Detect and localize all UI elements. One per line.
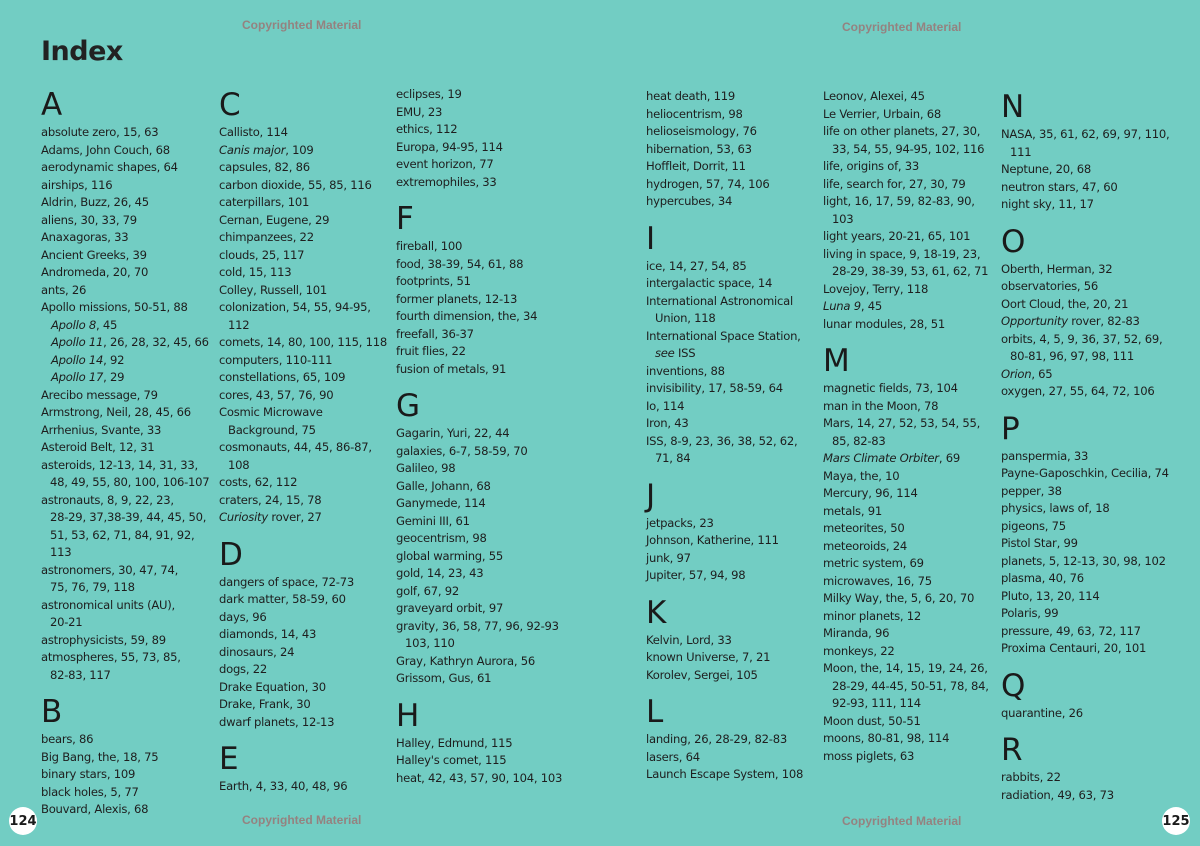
index-entry: Neptune, 20, 68 (1001, 162, 1092, 176)
index-entry: extremophiles, 33 (396, 174, 497, 189)
index-entry: constellations, 65, 109 (219, 370, 346, 384)
index-entry: landing, 26, 28-29, 82-83 (646, 732, 787, 746)
index-entry: fireball, 100 (396, 239, 463, 253)
index-entry: moss piglets, 63 (823, 748, 915, 763)
index-entry: meteoroids, 24 (823, 538, 908, 553)
index-entry: light years, 20-21, 65, 101 (823, 229, 971, 243)
index-entry: days, 96 (219, 609, 267, 624)
index-entry: lasers, 64 (646, 749, 700, 764)
section-letter: P (1001, 410, 1019, 447)
index-entry: dwarf planets, 12-13 (219, 714, 335, 729)
index-entry: pigeons, 75 (1001, 518, 1066, 533)
section-letter: E (219, 741, 238, 777)
index-entry: Galle, Johann, 68 (396, 478, 491, 493)
index-entry: life on other planets, 27, 30, 33, 54, 55, 94-95, 102, 116 (823, 124, 985, 156)
section-letter: G (396, 388, 420, 424)
index-entry: Opportunity rover, 82-83 (1001, 314, 1140, 328)
index-entry: Jupiter, 57, 94, 98 (646, 568, 746, 582)
index-section-n (1001, 88, 1173, 214)
index-entry: freefall, 36-37 (396, 326, 474, 341)
index-entry: heat death, 119 (646, 89, 736, 103)
index-column-2 (219, 86, 391, 805)
index-entry: binary stars, 109 (41, 767, 136, 781)
index-entry: light, 16, 17, 59, 82-83, 90, 103 (823, 194, 975, 226)
index-section-j (646, 477, 818, 585)
index-entry: cores, 43, 57, 76, 90 (219, 387, 334, 402)
index-entry: Hoffleit, Dorrit, 11 (646, 159, 746, 173)
index-entry: Korolev, Sergei, 105 (646, 667, 758, 682)
index-entry: diamonds, 14, 43 (219, 627, 317, 641)
index-entry: comets, 14, 80, 100, 115, 118 (219, 335, 387, 349)
index-entry: dangers of space, 72-73 (219, 574, 354, 589)
index-entry: Canis major, 109 (219, 142, 314, 157)
index-entry: man in the Moon, 78 (823, 398, 939, 413)
index-section-p (1001, 410, 1173, 658)
index-entry: monkeys, 22 (823, 643, 895, 658)
index-entry: Curiosity rover, 27 (219, 510, 322, 524)
index-entry: absolute zero, 15, 63 (41, 125, 159, 139)
index-entry: panspermia, 33 (1001, 448, 1089, 463)
section-letter: M (823, 343, 849, 379)
index-entry: Mars, 14, 27, 52, 53, 54, 55, 85, 82-83 (823, 416, 981, 448)
index-section-g (396, 387, 568, 688)
index-continuation (823, 88, 995, 333)
index-entry: ice, 14, 27, 54, 85 (646, 258, 747, 273)
index-entry: footprints, 51 (396, 274, 471, 288)
index-section-m (823, 342, 995, 765)
section-letter: I (646, 220, 655, 257)
index-entry: minor planets, 12 (823, 608, 922, 623)
index-entry: NASA, 35, 61, 62, 69, 97, 110, 111 (1001, 127, 1170, 159)
index-entry: intergalactic space, 14 (646, 276, 773, 290)
index-entry: chimpanzees, 22 (219, 230, 314, 244)
index-entry: ISS, 8-9, 23, 36, 38, 52, 62, 71, 84 (646, 433, 798, 465)
index-entry: hypercubes, 34 (646, 194, 733, 208)
index-entry: Gemini III, 61 (396, 513, 470, 528)
index-entry: EMU, 23 (396, 104, 443, 119)
index-entry: Iron, 43 (646, 416, 689, 430)
section-letter: O (1001, 223, 1025, 260)
index-entry: Halley, Edmund, 115 (396, 735, 513, 750)
watermark-bottom-right: Copyrighted Material (842, 814, 962, 828)
index-entry: meteorites, 50 (823, 521, 905, 535)
watermark-top-left: Copyrighted Material (242, 18, 362, 32)
index-entry: dinosaurs, 24 (219, 644, 295, 659)
index-entry: craters, 24, 15, 78 (219, 492, 322, 507)
index-entry: Lovejoy, Terry, 118 (823, 281, 929, 296)
index-entry: radiation, 49, 63, 73 (1001, 787, 1114, 802)
watermark-bottom-left: Copyrighted Material (242, 813, 362, 827)
index-entry: clouds, 25, 117 (219, 247, 305, 262)
index-entry: inventions, 88 (646, 363, 725, 378)
index-entry: Callisto, 114 (219, 125, 288, 139)
index-entry: Mars Climate Orbiter, 69 (823, 451, 960, 465)
index-entry: ants, 26 (41, 282, 87, 297)
index-entry: Cosmic Microwave Background, 75 (219, 405, 323, 437)
index-entry: lunar modules, 28, 51 (823, 316, 945, 331)
index-entry: asteroids, 12-13, 14, 31, 33, 48, 49, 55, 80, 100, 106-107 (41, 457, 210, 489)
index-entry: galaxies, 6-7, 58-59, 70 (396, 443, 528, 458)
index-entry: Armstrong, Neil, 28, 45, 66 (41, 405, 191, 419)
index-entry: International Astronomical Union, 118 (646, 293, 793, 325)
index-entry: aerodynamic shapes, 64 (41, 160, 178, 174)
index-entry: Ganymede, 114 (396, 496, 486, 510)
index-entry: cold, 15, 113 (219, 265, 292, 279)
index-section-k (646, 594, 818, 685)
index-entry: orbits, 4, 5, 9, 36, 37, 52, 69, 80-81, 96, 97, 98, 111 (1001, 331, 1163, 363)
index-entry: life, search for, 27, 30, 79 (823, 176, 966, 191)
index-entry: event horizon, 77 (396, 157, 494, 171)
index-entry: heliocentrism, 98 (646, 106, 743, 121)
index-entry: planets, 5, 12-13, 30, 98, 102 (1001, 553, 1166, 568)
index-entry: dark matter, 58-59, 60 (219, 592, 346, 606)
index-entry: Europa, 94-95, 114 (396, 139, 503, 154)
index-entry: dogs, 22 (219, 662, 267, 676)
index-entry: eclipses, 19 (396, 87, 462, 101)
index-entry: astronomers, 30, 47, 74, 75, 76, 79, 118 (41, 562, 179, 594)
index-entry: gravity, 36, 58, 77, 96, 92-93 103, 110 (396, 618, 559, 650)
index-entry: bears, 86 (41, 732, 94, 746)
section-letter: N (1001, 89, 1024, 125)
index-entry: global warming, 55 (396, 548, 504, 563)
index-entry: Io, 114 (646, 398, 685, 413)
index-entry: former planets, 12-13 (396, 291, 518, 306)
index-entry: carbon dioxide, 55, 85, 116 (219, 177, 372, 192)
index-entry: Payne-Gaposchkin, Cecilia, 74 (1001, 466, 1169, 480)
index-entry: Proxima Centauri, 20, 101 (1001, 641, 1147, 655)
index-entry: cosmonauts, 44, 45, 86-87, 108 (219, 440, 372, 472)
page-number-left: 124 (9, 807, 37, 835)
index-entry: helioseismology, 76 (646, 124, 757, 138)
index-entry: Kelvin, Lord, 33 (646, 632, 732, 647)
index-entry: Oberth, Herman, 32 (1001, 261, 1113, 276)
index-section-h (396, 697, 568, 788)
index-entry: gold, 14, 23, 43 (396, 566, 484, 580)
index-entry: metric system, 69 (823, 556, 924, 570)
index-entry: astrophysicists, 59, 89 (41, 632, 166, 647)
section-letter: D (219, 536, 242, 573)
index-entry: golf, 67, 92 (396, 583, 460, 598)
section-letter: B (41, 694, 62, 730)
index-entry: hydrogen, 57, 74, 106 (646, 176, 770, 191)
index-entry: Apollo 17, 29 (51, 370, 125, 384)
section-letter: R (1001, 732, 1022, 768)
index-section-r (1001, 731, 1173, 804)
section-letter: K (646, 594, 666, 631)
index-column-4 (646, 88, 818, 793)
index-entry: Gray, Kathryn Aurora, 56 (396, 653, 536, 668)
index-entry: Leonov, Alexei, 45 (823, 89, 925, 103)
index-entry: Launch Escape System, 108 (646, 767, 804, 781)
index-column-3 (396, 86, 568, 796)
index-entry: physics, laws of, 18 (1001, 501, 1110, 515)
index-entry: Oort Cloud, the, 20, 21 (1001, 296, 1129, 311)
index-entry: pepper, 38 (1001, 483, 1062, 498)
section-letter: J (646, 477, 655, 514)
index-entry: observatories, 56 (1001, 279, 1099, 293)
index-section-a (41, 86, 213, 684)
index-entry: pressure, 49, 63, 72, 117 (1001, 623, 1141, 638)
index-entry: costs, 62, 112 (219, 475, 298, 489)
index-entry: colonization, 54, 55, 94-95, 112 (219, 300, 371, 332)
index-section-e (219, 740, 391, 796)
section-letter: L (646, 694, 663, 730)
index-entry: atmospheres, 55, 73, 85, 82-83, 117 (41, 650, 181, 682)
index-entry: hibernation, 53, 63 (646, 141, 752, 156)
index-entry: Moon, the, 14, 15, 19, 24, 26, 28-29, 44-45, 50-51, 78, 84, 92-93, 111, 114 (823, 661, 989, 710)
index-column-6 (1001, 88, 1173, 813)
index-entry: food, 38-39, 54, 61, 88 (396, 256, 524, 271)
index-entry: International Space Station, see ISS (646, 328, 801, 360)
section-letter: F (396, 201, 413, 237)
section-letter: A (41, 87, 62, 123)
index-entry: known Universe, 7, 21 (646, 650, 771, 664)
index-entry: Cernan, Eugene, 29 (219, 212, 330, 227)
index-entry: Arrhenius, Svante, 33 (41, 422, 162, 437)
index-entry: oxygen, 27, 55, 64, 72, 106 (1001, 384, 1155, 398)
index-entry: Apollo missions, 50-51, 88 (41, 300, 188, 314)
index-entry: Gagarin, Yuri, 22, 44 (396, 426, 510, 440)
index-entry: ethics, 112 (396, 122, 458, 136)
index-entry: Maya, the, 10 (823, 468, 900, 483)
index-entry: graveyard orbit, 97 (396, 601, 504, 615)
index-entry: Ancient Greeks, 39 (41, 247, 147, 262)
index-entry: Mercury, 96, 114 (823, 486, 918, 500)
index-entry: Adams, John Couch, 68 (41, 142, 170, 157)
index-entry: night sky, 11, 17 (1001, 197, 1094, 211)
index-entry: Johnson, Katherine, 111 (646, 533, 779, 547)
index-entry: Le Verrier, Urbain, 68 (823, 106, 941, 121)
index-section-q (1001, 667, 1173, 723)
watermark-top-right: Copyrighted Material (842, 20, 962, 34)
index-entry: metals, 91 (823, 503, 882, 518)
index-continuation (646, 88, 818, 211)
index-entry: quarantine, 26 (1001, 705, 1083, 720)
index-entry: Drake, Frank, 30 (219, 697, 311, 711)
index-entry: heat, 42, 43, 57, 90, 104, 103 (396, 770, 563, 785)
index-entry: Earth, 4, 33, 40, 48, 96 (219, 779, 348, 793)
index-section-o (1001, 223, 1173, 401)
section-letter: C (219, 87, 240, 123)
index-entry: fusion of metals, 91 (396, 361, 507, 376)
index-entry: Bouvard, Alexis, 68 (41, 802, 149, 816)
index-entry: microwaves, 16, 75 (823, 573, 932, 588)
index-continuation (396, 86, 568, 191)
index-entry: moons, 80-81, 98, 114 (823, 731, 950, 745)
index-section-c (219, 86, 391, 527)
index-entry: Drake Equation, 30 (219, 679, 326, 694)
index-entry: astronauts, 8, 9, 22, 23, 28-29, 37,38-39, 44, 45, 50, 51, 53, 62, 71, 84, 91, 92, 113 (41, 492, 207, 559)
index-entry: magnetic fields, 73, 104 (823, 381, 958, 395)
index-entry: Arecibo message, 79 (41, 387, 158, 402)
index-section-f (396, 200, 568, 378)
index-column-1 (41, 86, 213, 828)
page-title: Index (41, 36, 123, 67)
index-entry: living in space, 9, 18-19, 23, 28-29, 38-39, 53, 61, 62, 71 (823, 246, 989, 278)
index-entry: black holes, 5, 77 (41, 784, 139, 799)
index-entry: Big Bang, the, 18, 75 (41, 749, 159, 764)
index-section-b (41, 693, 213, 819)
index-column-5 (823, 88, 995, 774)
index-entry: capsules, 82, 86 (219, 160, 310, 174)
index-entry: life, origins of, 33 (823, 159, 920, 173)
index-entry: fourth dimension, the, 34 (396, 309, 538, 323)
index-entry: Milky Way, the, 5, 6, 20, 70 (823, 591, 975, 605)
index-entry: Apollo 14, 92 (51, 352, 125, 367)
index-section-d (219, 536, 391, 732)
index-entry: Andromeda, 20, 70 (41, 265, 149, 279)
index-entry: airships, 116 (41, 177, 113, 192)
index-entry: astronomical units (AU), 20-21 (41, 597, 175, 629)
index-entry: jetpacks, 23 (646, 515, 714, 530)
index-section-i (646, 220, 818, 468)
index-entry: Aldrin, Buzz, 26, 45 (41, 195, 149, 209)
index-entry: invisibility, 17, 58-59, 64 (646, 381, 783, 395)
index-entry: Miranda, 96 (823, 626, 890, 640)
index-entry: neutron stars, 47, 60 (1001, 179, 1118, 194)
index-entry: Galileo, 98 (396, 461, 456, 475)
index-entry: Orion, 65 (1001, 366, 1053, 381)
index-section-l (646, 693, 818, 784)
section-letter: Q (1001, 667, 1025, 704)
index-entry: Apollo 11, 26, 28, 32, 45, 66 (51, 335, 209, 349)
page-number-right: 125 (1162, 807, 1190, 835)
index-entry: geocentrism, 98 (396, 531, 487, 545)
index-entry: computers, 110-111 (219, 352, 333, 367)
index-entry: fruit flies, 22 (396, 344, 466, 358)
index-entry: rabbits, 22 (1001, 770, 1061, 784)
index-entry: Pistol Star, 99 (1001, 536, 1078, 550)
index-entry: Luna 9, 45 (823, 299, 882, 313)
index-entry: plasma, 40, 76 (1001, 571, 1084, 585)
index-entry: Pluto, 13, 20, 114 (1001, 588, 1100, 603)
index-entry: Halley's comet, 115 (396, 753, 507, 767)
index-entry: junk, 97 (646, 550, 691, 565)
index-entry: Grissom, Gus, 61 (396, 671, 492, 685)
section-letter: H (396, 697, 419, 734)
index-entry: Asteroid Belt, 12, 31 (41, 440, 155, 454)
index-entry: Moon dust, 50-51 (823, 713, 921, 728)
index-entry: caterpillars, 101 (219, 195, 310, 209)
index-entry: Polaris, 99 (1001, 606, 1059, 620)
index-entry: Apollo 8, 45 (51, 317, 118, 332)
index-entry: Anaxagoras, 33 (41, 230, 129, 244)
index-entry: aliens, 30, 33, 79 (41, 212, 137, 227)
index-entry: Colley, Russell, 101 (219, 282, 328, 297)
